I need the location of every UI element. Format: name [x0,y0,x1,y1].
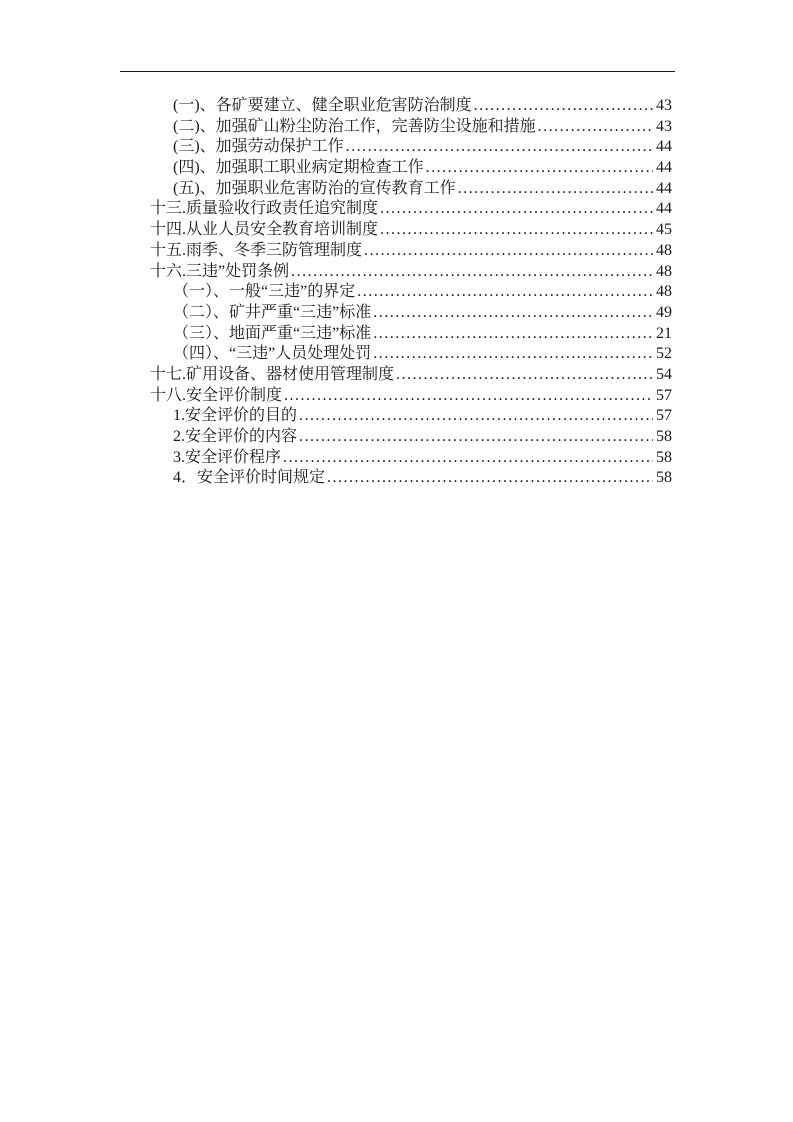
toc-entry-title: (二)、加强矿山粉尘防治工作，完善防尘设施和措施 [173,117,536,135]
toc-list [120,96,675,489]
toc-dot-leader [474,96,653,117]
toc-entry[interactable] [120,303,672,324]
toc-entry-title: 1.安全评价的目的 [173,407,298,425]
toc-entry-page: 44 [656,138,672,156]
toc-entry-title: (三)、加强劳动保护工作 [173,138,344,156]
toc-dot-leader [373,344,653,365]
toc-entry[interactable] [120,137,672,158]
toc-dot-leader [373,324,653,345]
toc-entry[interactable] [120,427,672,448]
toc-entry-page: 44 [656,179,672,197]
toc-dot-leader [346,137,653,158]
toc-entry-title: (四)、加强职工职业病定期检查工作 [173,159,424,177]
toc-entry[interactable] [120,158,672,179]
toc-entry-title: 4．安全评价时间规定 [173,469,326,487]
toc-dot-leader [299,427,653,448]
toc-dot-leader [364,241,653,262]
toc-dot-leader [283,448,653,469]
toc-entry[interactable] [120,117,672,138]
toc-entry[interactable] [120,220,672,241]
toc-entry-page: 45 [656,221,672,239]
toc-entry[interactable] [120,282,672,303]
toc-entry[interactable] [120,468,672,489]
toc-dot-leader [380,199,653,220]
toc-entry-page: 58 [656,428,672,445]
toc-entry-title: 十三.质量验收行政责任追究制度 [150,200,379,218]
toc-entry-title: 3.安全评价程序 [173,448,282,466]
toc-dot-leader [538,117,653,138]
toc-entry-title: 十四.从业人员安全教育培训制度 [150,221,379,239]
toc-entry[interactable] [120,406,672,427]
toc-entry-title: (五)、加强职业危害防治的宣传教育工作 [173,179,456,197]
toc-dot-leader [426,158,653,179]
toc-dot-leader [373,303,653,324]
toc-entry-page: 58 [656,448,672,466]
toc-entry-page: 43 [656,97,672,114]
toc-entry-page: 58 [656,469,672,487]
toc-dot-leader [299,406,653,427]
toc-entry-page: 44 [656,200,672,218]
toc-dot-leader [327,468,653,489]
toc-entry-page: 44 [656,159,672,177]
toc-entry-title: （三）、地面严重“三违”标准 [173,324,372,342]
toc-entry-title: （二）、矿井严重“三违”标准 [173,303,372,321]
toc-entry-page: 57 [656,386,672,404]
toc-dot-leader [380,220,653,241]
toc-entry[interactable] [120,179,672,200]
toc-entry-page: 52 [656,345,672,363]
toc-entry-page: 57 [656,407,672,425]
toc-entry-title: (一)、各矿要建立、健全职业危害防治制度 [173,97,472,114]
toc-entry-page: 21 [656,324,672,342]
toc-entry-page: 49 [656,303,672,321]
toc-dot-leader [458,179,653,200]
toc-entry[interactable] [120,448,672,469]
toc-entry[interactable] [120,386,672,407]
toc-entry-title: 十八.安全评价制度 [150,386,283,404]
toc-entry-page: 48 [656,262,672,280]
toc-entry[interactable] [120,241,672,262]
toc-entry-title: 十六.三违”处罚条例 [150,262,290,280]
toc-entry[interactable] [120,96,672,117]
toc-entry[interactable] [120,199,672,220]
toc-dot-leader [291,262,653,283]
header-rule [120,71,675,72]
toc-entry-title: （一）、一般“三违”的界定 [173,283,356,301]
toc-entry-page: 48 [656,241,672,259]
toc-dot-leader [357,282,653,303]
toc-dot-leader [284,386,653,407]
toc-entry-title: 2.安全评价的内容 [173,428,298,445]
toc-entry[interactable] [120,365,672,386]
toc-entry-page: 54 [656,365,672,383]
toc-entry[interactable] [120,324,672,345]
toc-entry-page: 43 [656,117,672,135]
toc-entry[interactable] [120,262,672,283]
toc-entry-title: 十七.矿用设备、器材使用管理制度 [150,365,395,383]
toc-dot-leader [396,365,653,386]
toc-entry-title: （四）、“三违”人员处理处罚 [173,345,372,363]
toc-entry[interactable] [120,344,672,365]
toc-entry-page: 48 [656,283,672,301]
toc-entry-title: 十五.雨季、冬季三防管理制度 [150,241,363,259]
